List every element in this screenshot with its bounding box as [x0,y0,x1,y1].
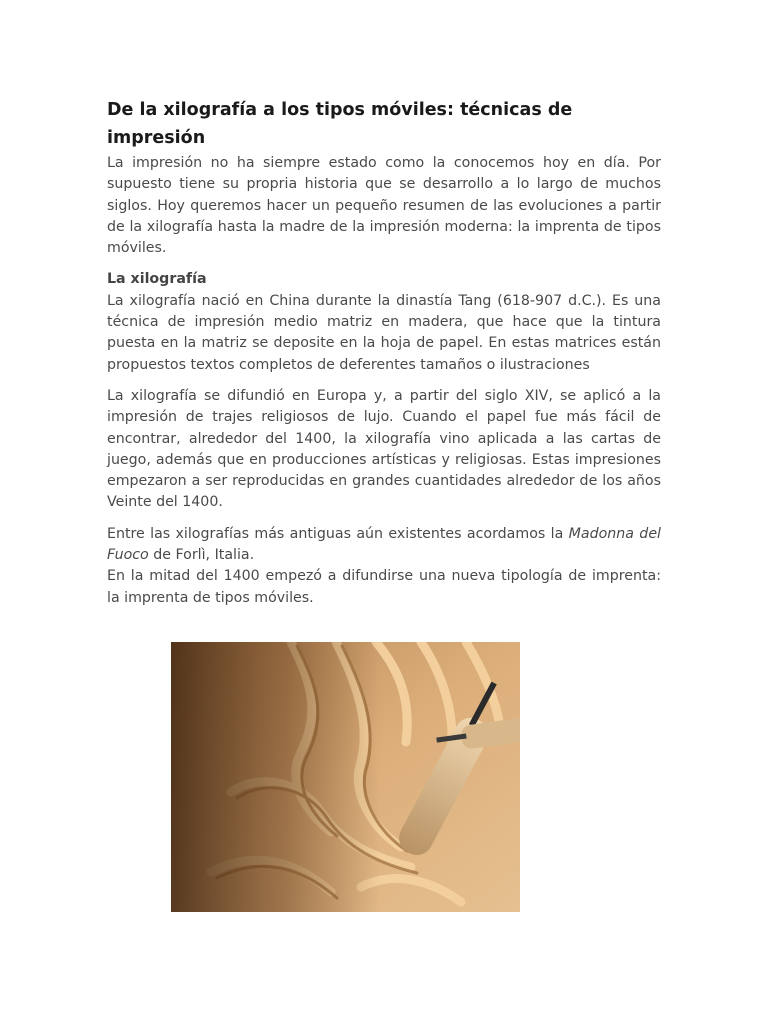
woodcut-carving-photo [171,642,520,912]
document-body [107,96,661,609]
section-paragraph-3 [107,524,661,567]
paragraph-3-text-b: de Forlì, Italia. [148,547,255,564]
section-paragraph-4: En la mitad del 1400 empezó a difundirse una nueva tipología de imprenta: la imprenta de tipos móviles. [107,568,661,606]
madonna-del-fuoco-title: Madonna del Fuoco [107,525,661,564]
page-title: De la xilografía a los tipos móviles: técnicas de impresión [107,100,573,148]
section-paragraph-1: La xilografía nació en China durante la dinastía Tang (618-907 d.C.). Es una técnica de impresión medio matriz en madera, que hace que la tintura puesta en la matriz se deposite en la hoja de papel. En estas matrices están propuestos textos completos de deferentes tamaños o ilustraciones [107,292,661,373]
intro-paragraph: La impresión no ha siempre estado como la conocemos hoy en día. Por supuesto tiene su propria historia que se desarrollo a lo largo de muchos siglos. Hoy queremos hacer un pequeño resumen de las evoluciones a partir de la xilografía hasta la madre de la impresión moderna: la imprenta de tipos móviles. [107,155,661,257]
paragraph-3-text-a: Entre las xilografías más antiguas aún existentes acordamos la [107,525,569,542]
section-heading: La xilografía [107,271,207,288]
section-paragraph-2: La xilografía se difundió en Europa y, a partir del siglo XIV, se aplicó a la impresión de trajes religiosos de lujo. Cuando el papel fue más fácil de encontrar, alrededor del 1400, la xilografía vino aplicada a las cartas de juego, además que en producciones artísticas y religiosas. Estas impresiones empezaron a ser reproducidas en grandes cuantidades alrededor de los años Veinte del 1400. [107,387,661,511]
